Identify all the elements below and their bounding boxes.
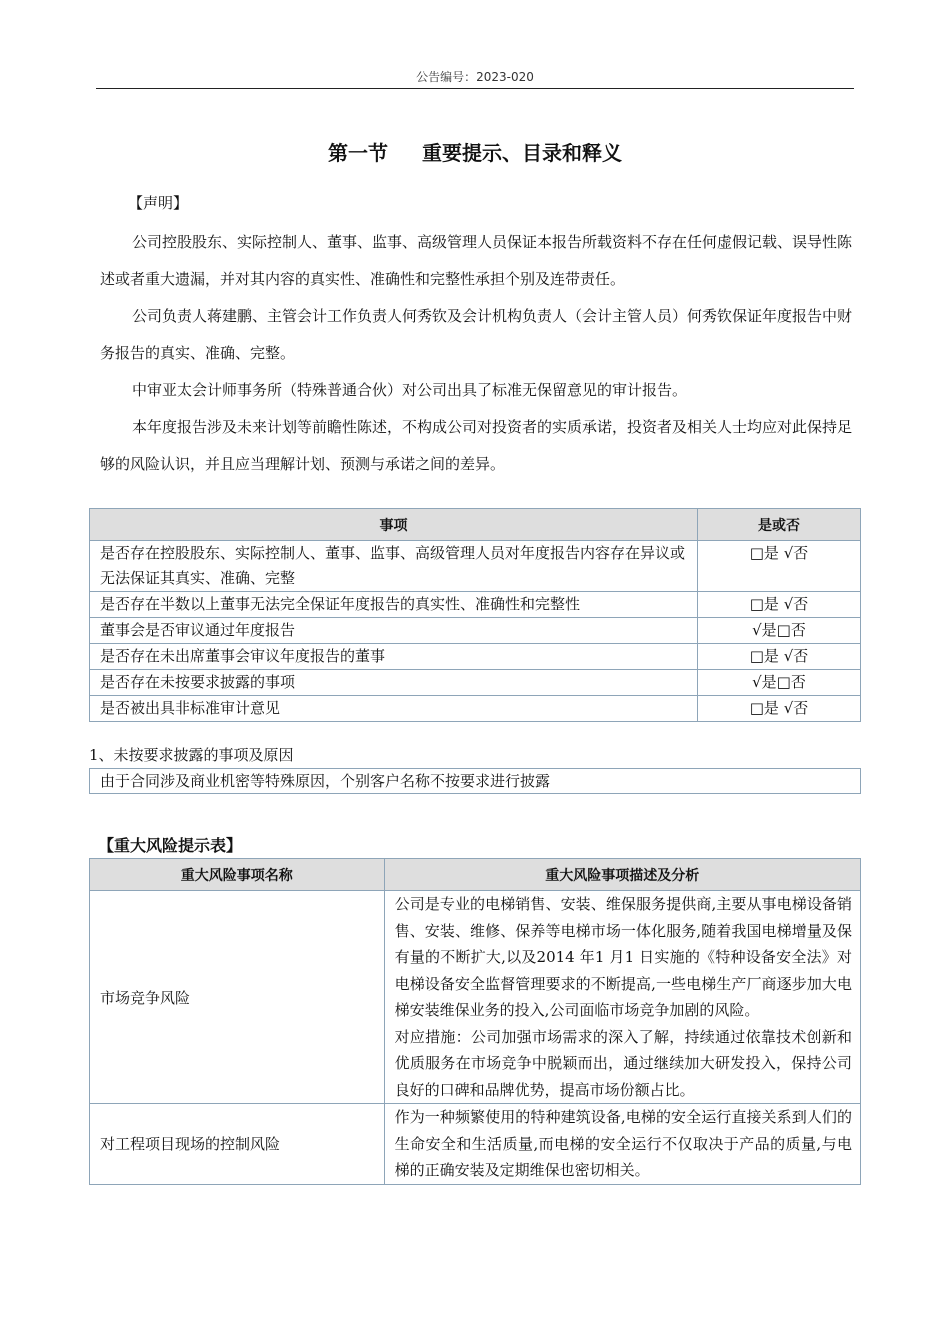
matter-answer: □是 √否	[698, 644, 861, 670]
matter-answer: □是 √否	[698, 696, 861, 722]
table-row	[90, 891, 861, 1104]
matter-item: 董事会是否审议通过年度报告	[90, 618, 698, 644]
statement-paragraph: 公司控股股东、实际控制人、董事、监事、高级管理人员保证本报告所载资料不存在任何虚假记载、误导性陈述或者重大遗漏，并对其内容的真实性、准确性和完整性承担个别及连带责任。	[100, 233, 853, 288]
risk-description: 作为一种频繁使用的特种建筑设备,电梯的安全运行直接关系到人们的生命安全和生活质量,而电梯的安全运行不仅取决于产品的质量,与电梯的正确安装及定期维保也密切相关。	[394, 1108, 852, 1179]
column-header: 重大风险事项名称	[90, 859, 385, 891]
section-title	[0, 137, 950, 166]
undisclosed-table	[89, 768, 861, 794]
risk-description: 公司是专业的电梯销售、安装、维保服务提供商,主要从事电梯设备销售、安装、维修、保养等电梯市场一体化服务,随着我国电梯增量及保有量的不断扩大,以及2014 年1 月1 日实施的《特种设备安全法》对电梯设备安全监督管理要求的不断提高,一些电梯生产厂商逐步加大电梯安装维保业务的投入,公司面临市场竞争加剧的风险。	[394, 895, 852, 1019]
statement-paragraph: 本年度报告涉及未来计划等前瞻性陈述，不构成公司对投资者的实质承诺，投资者及相关人士均应对此保持足够的风险认识，并且应当理解计划、预测与承诺之间的差异。	[100, 418, 853, 473]
matter-item: 是否存在未按要求披露的事项	[90, 670, 698, 696]
announcement-number: 公告编号：2023-020	[416, 70, 534, 84]
table-row	[90, 644, 861, 670]
undisclosed-reason: 由于合同涉及商业机密等特殊原因，个别客户名称不按要求进行披露	[90, 769, 861, 794]
risk-measure: 对应措施：公司加强市场需求的深入了解，持续通过依靠技术创新和优质服务在市场竞争中脱颖而出，通过继续加大研发投入，保持公司良好的口碑和品牌优势，提高市场份额占比。	[394, 1027, 852, 1099]
table-row	[90, 670, 861, 696]
risk-description-cell	[384, 891, 860, 1104]
matter-answer: √是□否	[698, 618, 861, 644]
statement-heading: 【声明】	[128, 194, 189, 212]
matter-item: 是否存在半数以上董事无法完全保证年度报告的真实性、准确性和完整性	[90, 592, 698, 618]
statement-paragraph: 公司负责人蒋建鹏、主管会计工作负责人何秀钦及会计机构负责人（会计主管人员）何秀钦保证年度报告中财务报告的真实、准确、完整。	[100, 307, 853, 362]
undisclosed-title: 1、未按要求披露的事项及原因	[89, 746, 294, 764]
matter-answer: √是□否	[698, 670, 861, 696]
section-heading: 重要提示、目录和释义	[422, 141, 622, 165]
risk-table-heading: 【重大风险提示表】	[98, 836, 243, 855]
matter-item: 是否被出具非标准审计意见	[90, 696, 698, 722]
matters-table	[89, 508, 861, 722]
header-divider	[96, 88, 854, 89]
risk-name: 市场竞争风险	[90, 891, 385, 1104]
risk-description-cell	[384, 1104, 860, 1185]
table-row	[90, 769, 861, 794]
table-row	[90, 592, 861, 618]
table-row	[90, 696, 861, 722]
matter-answer: □是 √否	[698, 541, 861, 592]
risk-table	[89, 858, 861, 1185]
column-header: 事项	[90, 509, 698, 541]
column-header: 是或否	[698, 509, 861, 541]
matter-answer: □是 √否	[698, 592, 861, 618]
table-row	[90, 541, 861, 592]
matter-item: 是否存在控股股东、实际控制人、董事、监事、高级管理人员对年度报告内容存在异议或无法保证其真实、准确、完整	[90, 541, 698, 592]
column-header: 重大风险事项描述及分析	[384, 859, 860, 891]
matter-item: 是否存在未出席董事会审议年度报告的董事	[90, 644, 698, 670]
risk-name: 对工程项目现场的控制风险	[90, 1104, 385, 1185]
table-row	[90, 1104, 861, 1185]
section-number: 第一节	[328, 141, 388, 165]
table-row	[90, 618, 861, 644]
statement-paragraph: 中审亚太会计师事务所（特殊普通合伙）对公司出具了标准无保留意见的审计报告。	[132, 381, 688, 399]
